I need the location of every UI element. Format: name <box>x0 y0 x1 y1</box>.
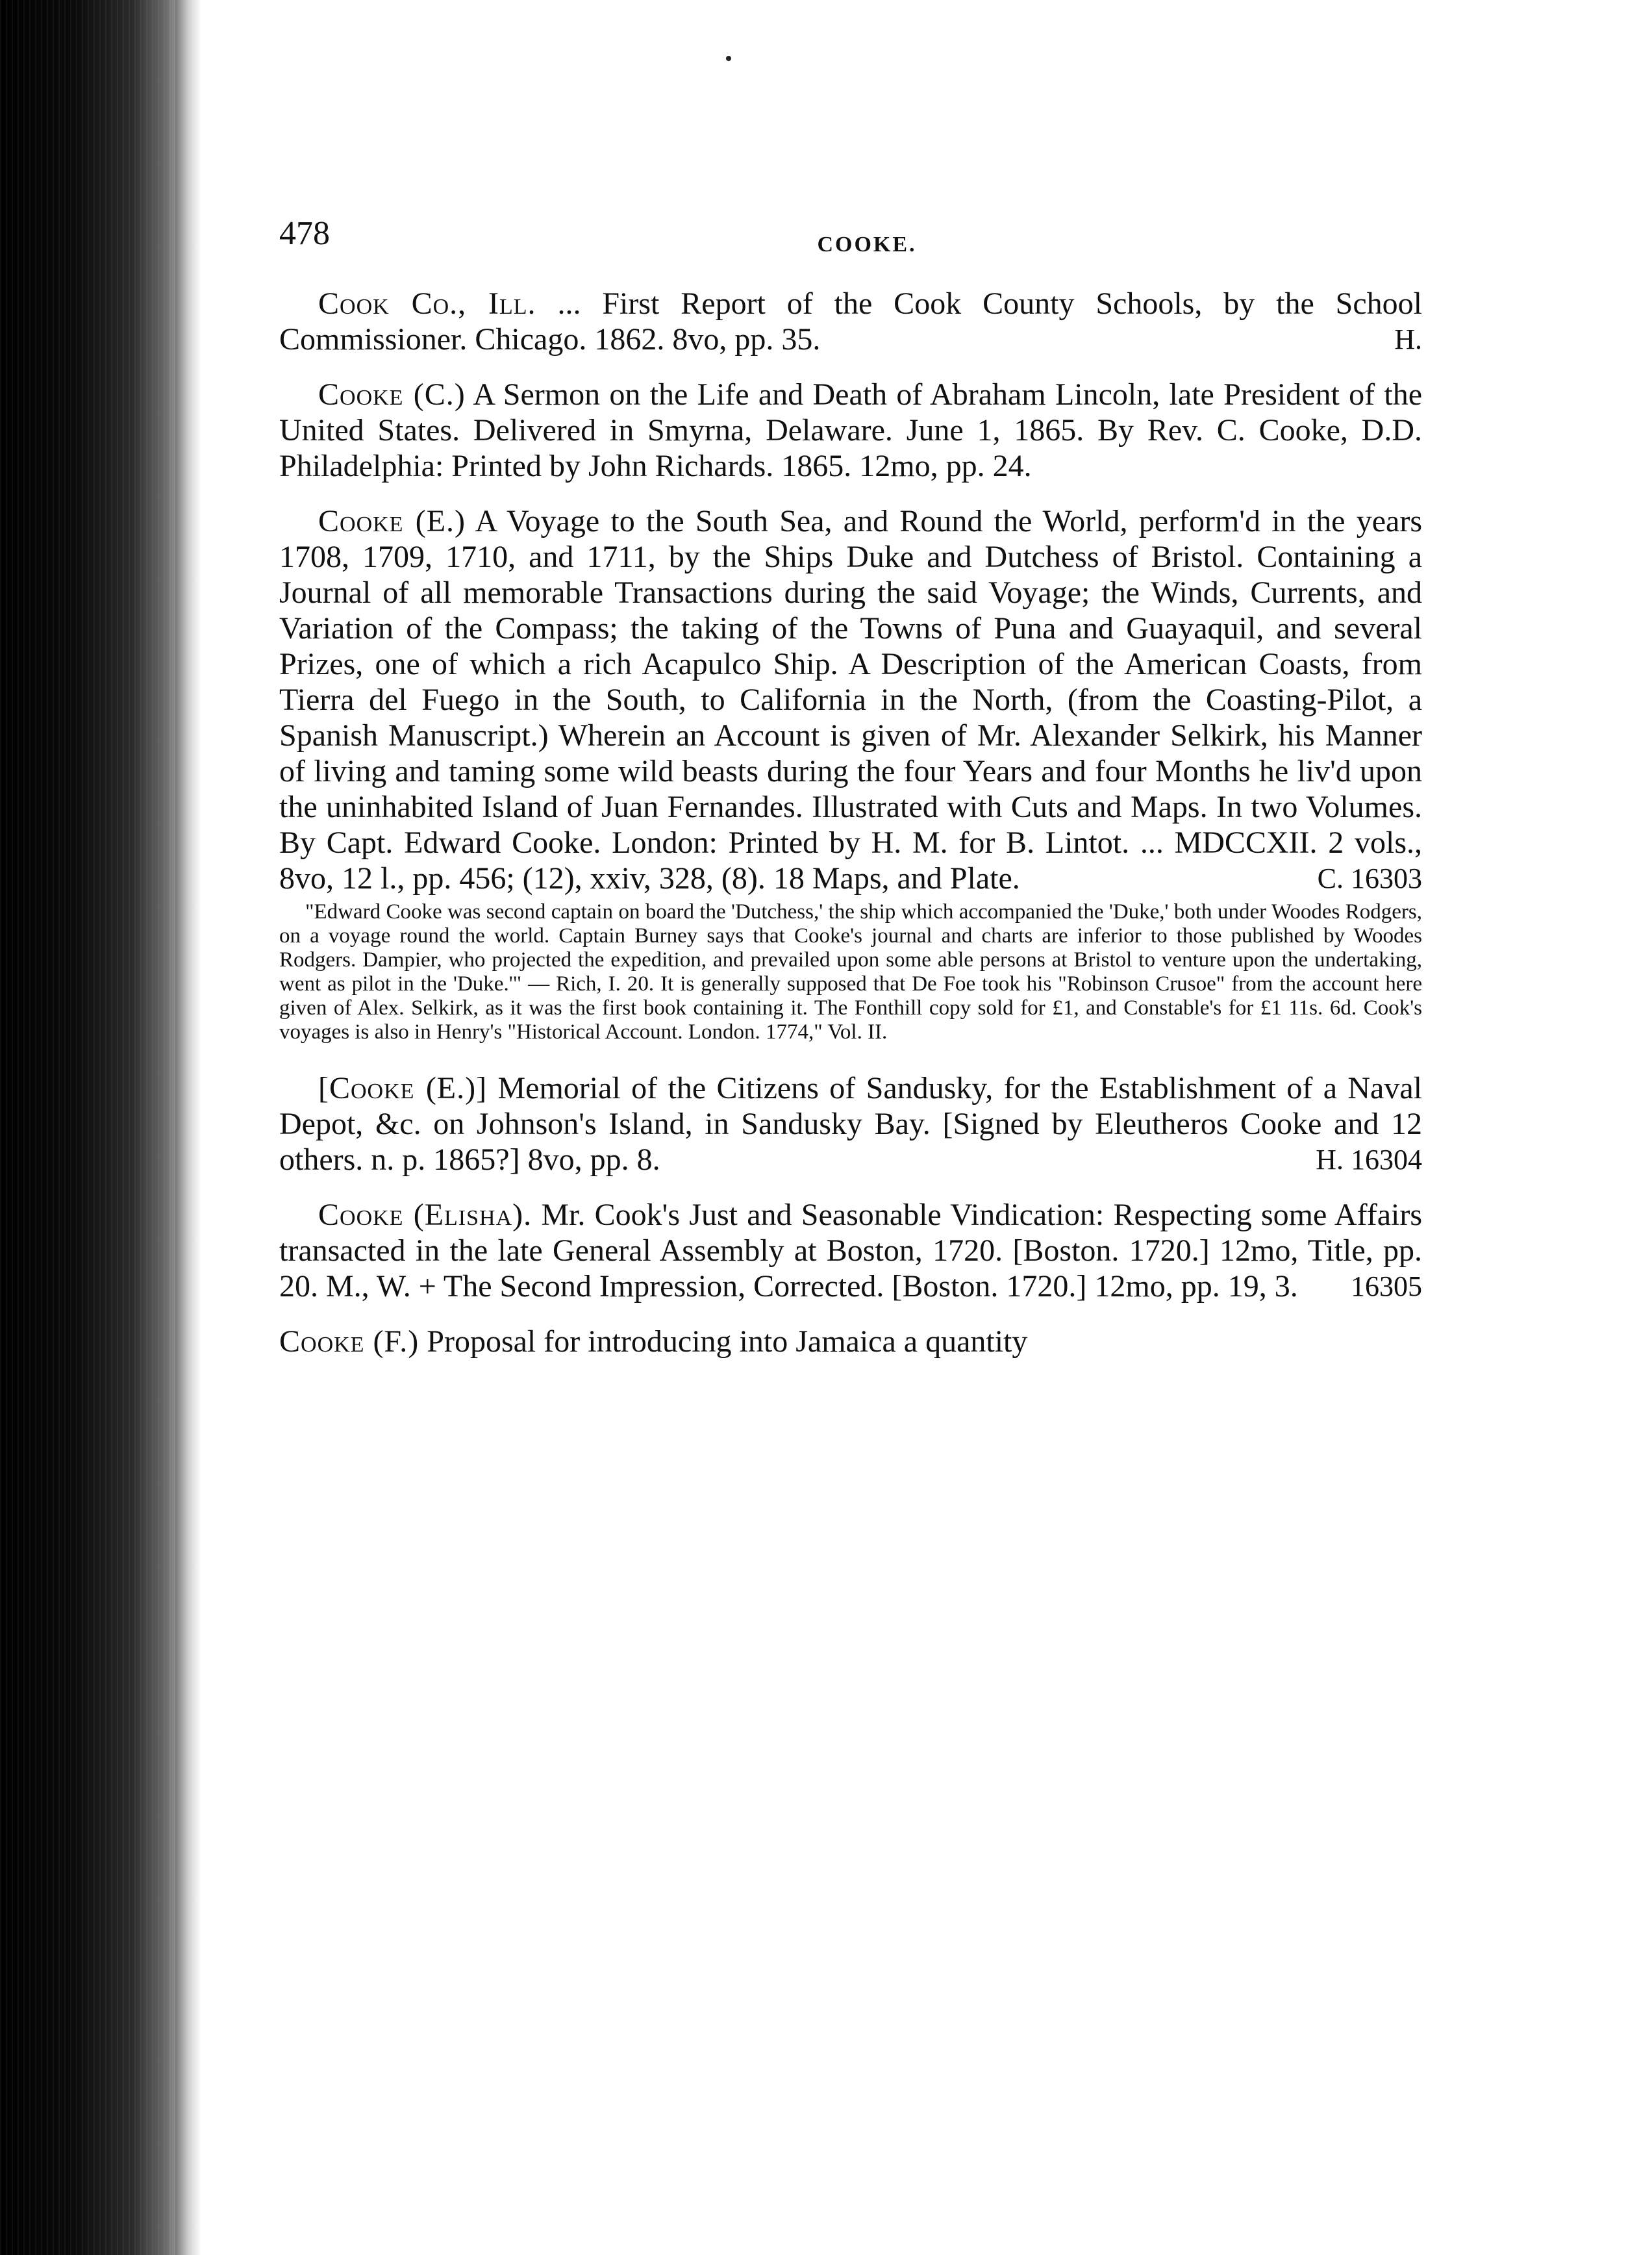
entry-author: Cooke (Elisha). <box>318 1198 532 1232</box>
entry-author: Cooke (E.) <box>318 504 466 538</box>
entry-body: Proposal for introducing into Jamaica a quantity <box>427 1324 1028 1359</box>
bibliography-entry <box>279 377 1422 484</box>
entry-author: Cooke (C.) <box>318 377 466 412</box>
page-gutter-shadow <box>175 0 201 2255</box>
entry-author: Cooke (F.) <box>279 1324 419 1359</box>
entry-body: A Voyage to the South Sea, and Round the World, perform'd in the years 1708, 1709, 1710, and 1711, by the Ships Duke and Dutchess of Bristol. Containing a Journal of all memorable Transactions during the said Voyage; the Winds, Currents, and Variation of the Compass; the taking of the Towns of Puna and Guayaquil, and several Prizes, one of which a rich Acapulco Ship. A Description of the American Coasts, from Tierra del Fuego in the South, to California in the North, (from the Coasting-Pilot, a Spanish Manuscript.) Wherein an Account is given of Mr. Alexander Selkirk, his Manner of living and taming some wild beasts during the four Years and four Months he liv'd upon the uninhabited Island of Juan Fernandes. Illustrated with Cuts and Maps. In two Volumes. By Capt. Edward Cooke. London: Printed by H. M. for B. Lintot. ... MDCCXII. 2 vols., 8vo, 12 l., pp. 456; (12), xxiv, 328, (8). 18 Maps, and Plate. <box>279 504 1422 896</box>
entry-body: Mr. Cook's Just and Seasonable Vindication: Respecting some Affairs transacted in the late General Assembly at Boston, 1720. [Boston. 1720.] 12mo, Title, pp. 20. M., W. + The Second Impression, Corrected. [Boston. 1720.] 12mo, pp. 19, 3. <box>279 1198 1423 1304</box>
bibliography-entry <box>279 286 1422 357</box>
bibliography-entry <box>279 503 1422 896</box>
bibliography-entry <box>279 1324 1422 1359</box>
entry-locator: C. 16303 <box>1317 863 1422 894</box>
entry-locator: H. 16304 <box>1316 1144 1422 1176</box>
entry-body: Memorial of the Citizens of Sandusky, for the Establishment of a Naval Depot, &c. on Johnson's Island, in Sandusky Bay. [Signed by Eleutheros Cooke and 12 others. n. p. 1865?] 8vo, pp. 8. <box>279 1071 1422 1177</box>
running-head: COOKE. <box>817 233 917 257</box>
page-header <box>279 214 1422 266</box>
entry-body: ... First Report of the Cook County Schools, by the School Commissioner. Chicago. 1862. 8vo, pp. 35. <box>279 286 1422 357</box>
entry-note: "Edward Cooke was second captain on board the 'Dutchess,' the ship which accompanied the 'Duke,' both under Woodes Rodgers, on a voyage round the world. Captain Burney says that Cooke's journal and charts are inferior to those published by Woodes Rodgers. Dampier, who projected the expedition, and prevailed upon some able persons at Bristol to venture upon the undertaking, went as pilot in the 'Duke.'" — Rich, I. 20. It is generally supposed that De Foe took his "Robinson Crusoe" from the account here given of Alex. Selkirk, as it was the first book containing it. The Fonthill copy sold for £1, and Constable's for £1 11s. 6d. Cook's voyages is also in Henry's "Historical Account. London. 1774," Vol. II. <box>279 900 1422 1044</box>
entry-body: A Sermon on the Life and Death of Abraham Lincoln, late President of the United States. Delivered in Smyrna, Delaware. June 1, 1865. By Rev. C. Cooke, D.D. Philadelphia: Printed by John Richards. 1865. 12mo, pp. 24. <box>279 377 1423 483</box>
page-text <box>279 214 1422 1379</box>
entry-locator: H. <box>1394 323 1422 355</box>
entry-locator: 16305 <box>1351 1270 1422 1302</box>
ink-speck <box>726 56 731 61</box>
entry-author: [Cooke (E.)] <box>318 1071 488 1105</box>
bibliography-entry <box>279 1070 1422 1178</box>
entry-author: Cook Co., Ill. <box>318 286 536 321</box>
binding-texture <box>0 0 188 2255</box>
bibliography-entry <box>279 1197 1422 1304</box>
page-number: 478 <box>279 215 330 252</box>
